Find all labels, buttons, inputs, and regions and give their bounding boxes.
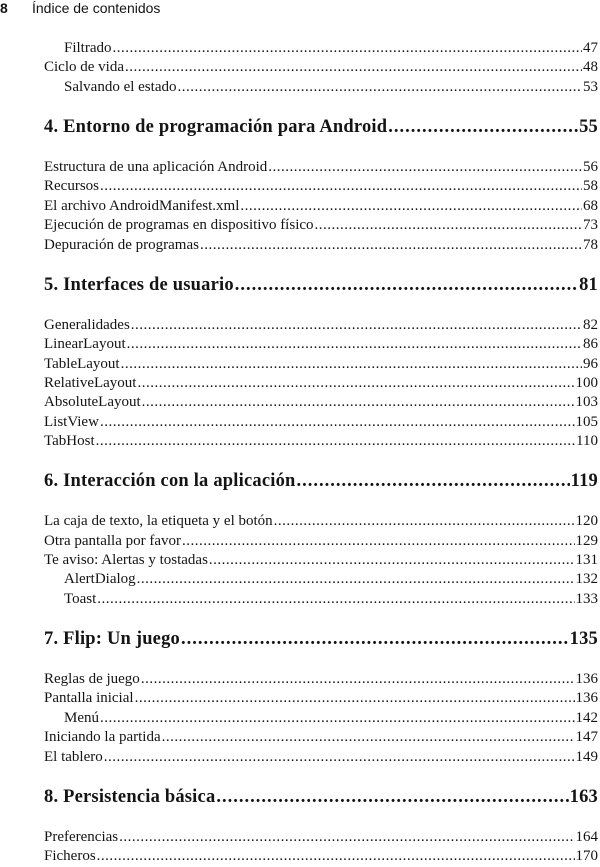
toc-page-number: 164 xyxy=(575,828,598,845)
toc-chapter-heading xyxy=(44,609,598,670)
toc-entry xyxy=(44,413,598,432)
toc-subentry xyxy=(44,570,598,589)
toc-entry-title: Iniciando la partida xyxy=(44,729,161,746)
toc-entry xyxy=(44,670,598,689)
toc-subentry xyxy=(44,39,598,58)
toc-page-number: 132 xyxy=(575,571,598,588)
dot-leader xyxy=(162,728,575,747)
toc-entry-title: Preferencias xyxy=(44,828,119,845)
toc-entry xyxy=(44,236,598,255)
dot-leader xyxy=(141,670,575,689)
toc-entry xyxy=(44,532,598,551)
toc-chapter-heading xyxy=(44,97,598,158)
dot-leader xyxy=(113,39,583,58)
toc-entry xyxy=(44,689,598,708)
toc-entry xyxy=(44,335,598,354)
toc-entry-title: RelativeLayout xyxy=(44,374,137,391)
toc-entry-title: Te aviso: Alertas y tostadas xyxy=(44,552,208,569)
dot-leader xyxy=(100,709,575,728)
dot-leader xyxy=(137,374,574,393)
toc-page-number: 55 xyxy=(579,117,598,138)
toc-entry-title: El tablero xyxy=(44,748,103,765)
toc-entry xyxy=(44,512,598,531)
toc-entry xyxy=(44,58,598,77)
toc-entry-title: 8. Persistencia básica xyxy=(44,786,216,807)
toc-entry-title: ListView xyxy=(44,413,99,430)
toc-page-number: 135 xyxy=(569,629,598,650)
dot-leader xyxy=(125,58,582,77)
toc-page-number: 96 xyxy=(583,355,598,372)
toc-entry xyxy=(44,158,598,177)
toc-entry xyxy=(44,551,598,570)
toc-entry xyxy=(44,728,598,747)
toc-entry-title: TableLayout xyxy=(44,355,120,372)
dot-leader xyxy=(100,177,582,196)
dot-leader xyxy=(96,432,575,451)
dot-leader xyxy=(97,847,575,866)
toc-chapter-heading xyxy=(44,767,598,828)
dot-leader xyxy=(97,590,574,609)
dot-leader xyxy=(142,393,575,412)
toc-entry-title: La caja de texto, la etiqueta y el botón xyxy=(44,513,273,530)
toc-entry-title: Ficheros xyxy=(44,848,96,865)
dot-leader xyxy=(181,609,569,670)
page-number: 8 xyxy=(0,0,8,16)
dot-leader xyxy=(182,532,574,551)
toc-page-number: 103 xyxy=(575,394,598,411)
toc-page-number: 133 xyxy=(575,590,598,607)
toc-entry xyxy=(44,374,598,393)
dot-leader xyxy=(119,828,574,847)
toc-entry-title: Filtrado xyxy=(64,40,112,56)
dot-leader xyxy=(127,335,582,354)
toc-chapter-heading xyxy=(44,255,598,316)
toc-entry-title: Ciclo de vida xyxy=(44,59,124,76)
toc-page-number: 120 xyxy=(575,513,598,530)
toc-subentry xyxy=(44,78,598,97)
toc-page-number: 86 xyxy=(583,336,598,353)
toc-page-number: 136 xyxy=(575,690,598,707)
toc-page-number: 78 xyxy=(583,236,598,253)
dot-leader xyxy=(297,451,570,512)
toc-entry-title: Generalidades xyxy=(44,316,130,333)
toc-entry-title: AbsoluteLayout xyxy=(44,394,141,411)
dot-leader xyxy=(104,748,575,767)
toc-entry-title: Toast xyxy=(64,590,97,607)
dot-leader xyxy=(100,413,575,432)
dot-leader xyxy=(235,255,578,316)
toc-entry-title: Salvando el estado xyxy=(64,78,177,95)
dot-leader xyxy=(274,512,575,531)
dot-leader xyxy=(268,158,582,177)
toc-entry xyxy=(44,197,598,216)
dot-leader xyxy=(121,355,582,374)
dot-leader xyxy=(137,570,575,589)
toc-entry xyxy=(44,355,598,374)
toc-page-number: 58 xyxy=(583,178,598,195)
toc-entry-title: AlertDialog xyxy=(64,571,136,588)
toc-page-number: 149 xyxy=(575,748,598,765)
dot-leader xyxy=(200,236,582,255)
toc-entry-title: El archivo AndroidManifest.xml xyxy=(44,197,240,214)
toc-entry xyxy=(44,393,598,412)
dot-leader xyxy=(388,97,578,158)
toc-entry-title: Estructura de una aplicación Android xyxy=(44,158,268,175)
toc-entry-title: Otra pantalla por favor xyxy=(44,532,182,549)
toc-entry-title: TabHost xyxy=(44,433,95,450)
toc-subentry xyxy=(44,590,598,609)
dot-leader xyxy=(131,316,582,335)
toc-chapter-heading xyxy=(44,451,598,512)
toc-page-number: 105 xyxy=(575,413,598,430)
toc-page-number: 73 xyxy=(583,217,598,234)
toc-entry-title: 4. Entorno de programación para Android xyxy=(44,117,388,138)
toc-entry-title: Depuración de programas xyxy=(44,236,199,253)
toc-page-number: 136 xyxy=(575,671,598,687)
toc-entry xyxy=(44,748,598,767)
dot-leader xyxy=(209,551,575,570)
toc-page-number: 56 xyxy=(583,158,598,175)
toc-entry-title: Pantalla inicial xyxy=(44,690,134,707)
dot-leader xyxy=(216,767,568,828)
toc-page-number: 142 xyxy=(575,709,598,726)
toc-page-number: 119 xyxy=(570,471,598,492)
toc-entry xyxy=(44,847,598,866)
toc-entry-title: Menú xyxy=(64,709,99,726)
toc-page-number: 110 xyxy=(576,433,598,450)
toc-page-number: 53 xyxy=(583,78,598,95)
toc-entry xyxy=(44,177,598,196)
toc-entry xyxy=(44,316,598,335)
toc-entry xyxy=(44,828,598,847)
toc-page-number: 82 xyxy=(583,316,598,333)
dot-leader xyxy=(135,689,575,708)
toc-entry-title: 6. Interacción con la aplicación xyxy=(44,471,296,492)
toc-page-number: 68 xyxy=(583,197,598,214)
toc-page-number: 170 xyxy=(575,848,598,865)
toc-subentry xyxy=(44,709,598,728)
toc-entry-title: LinearLayout xyxy=(44,336,126,353)
toc-page-number: 163 xyxy=(569,786,598,807)
toc-entry-title: 7. Flip: Un juego xyxy=(44,629,180,650)
toc-entry-title: Reglas de juego xyxy=(44,671,140,687)
running-header-title: Índice de contenidos xyxy=(32,0,161,16)
toc-entry-title: Recursos xyxy=(44,178,99,195)
toc-page-number: 131 xyxy=(575,552,598,569)
table-of-contents xyxy=(44,39,598,867)
toc-page-number: 147 xyxy=(575,729,598,746)
toc-entry xyxy=(44,216,598,235)
toc-entry xyxy=(44,432,598,451)
toc-page-number: 81 xyxy=(579,274,598,295)
dot-leader xyxy=(315,216,582,235)
toc-page-number: 129 xyxy=(575,532,598,549)
toc-page-number: 47 xyxy=(583,40,598,56)
toc-page-number: 48 xyxy=(583,59,598,76)
toc-entry-title: 5. Interfaces de usuario xyxy=(44,274,234,295)
dot-leader xyxy=(240,197,582,216)
toc-page-number: 100 xyxy=(575,374,598,391)
toc-entry-title: Ejecución de programas en dispositivo físico xyxy=(44,217,314,234)
dot-leader xyxy=(177,78,582,97)
